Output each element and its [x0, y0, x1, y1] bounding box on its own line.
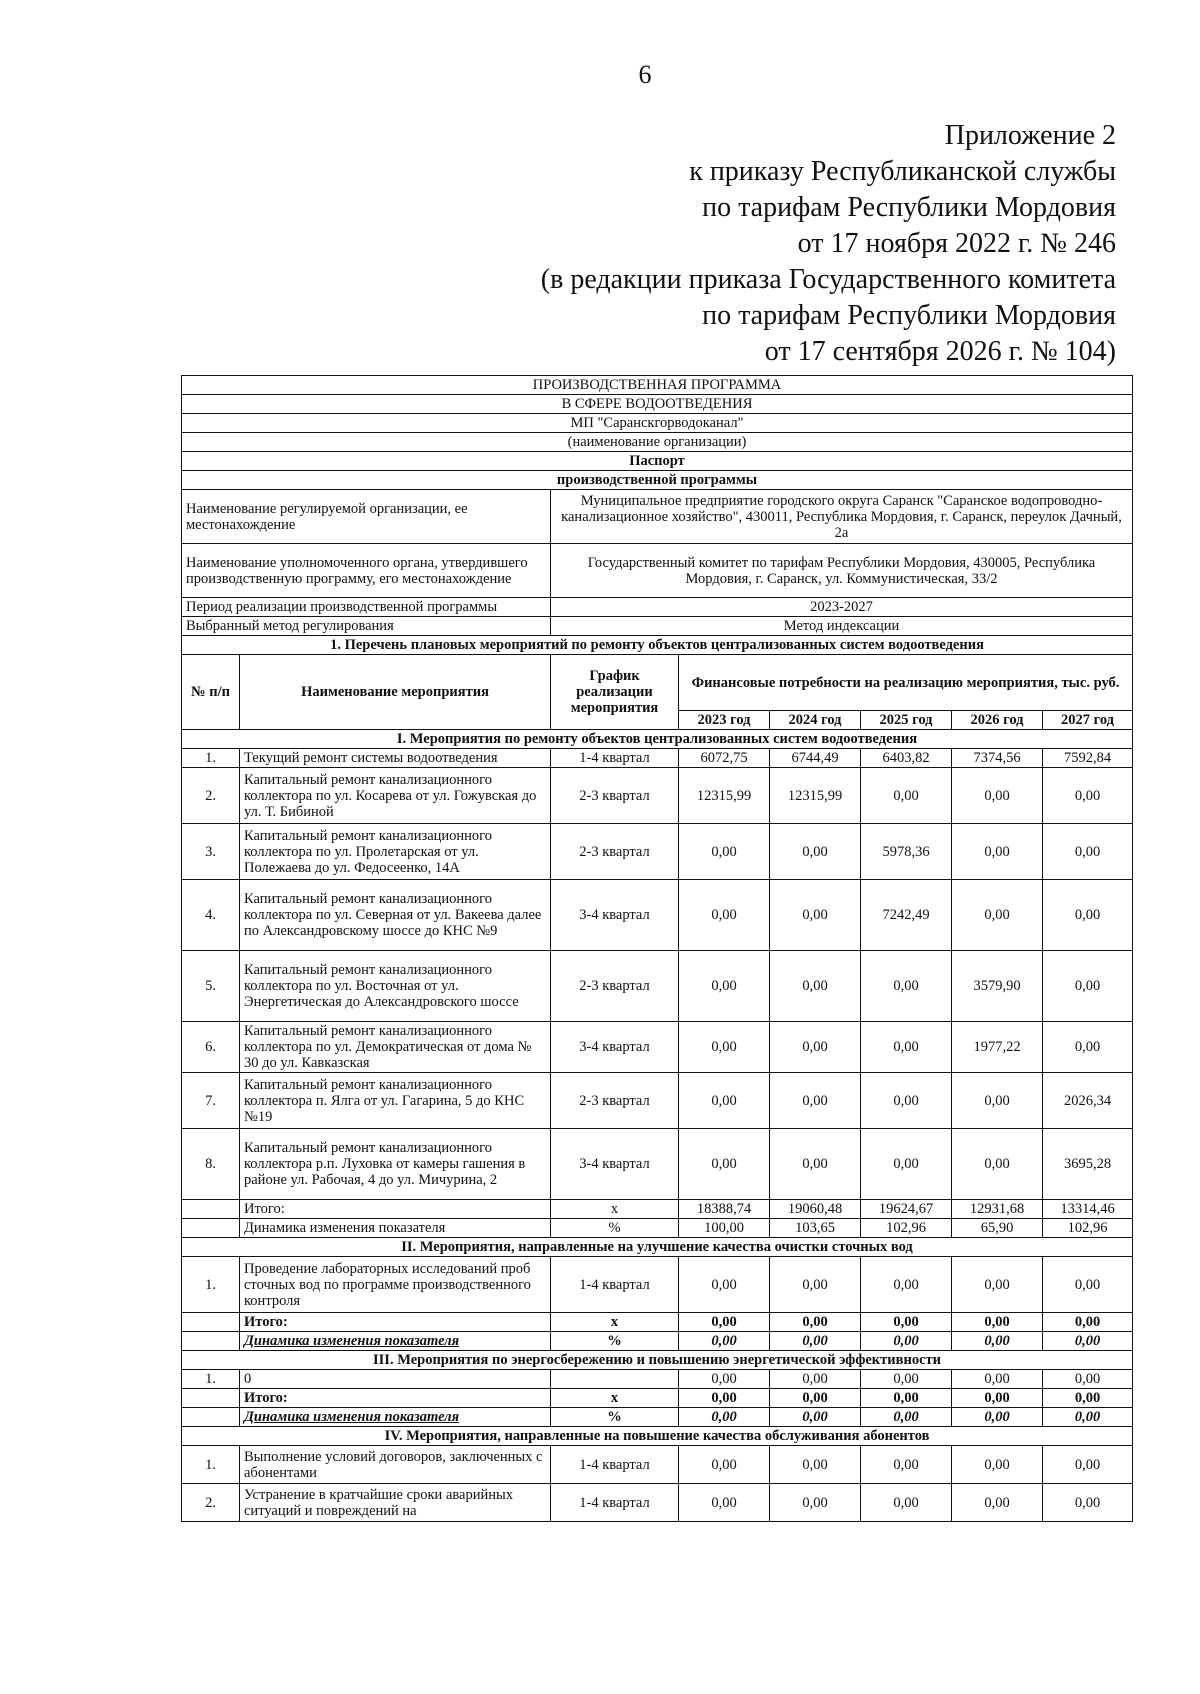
finance-value: 0,00 [770, 880, 861, 951]
activity-name: Капитальный ремонт канализационного коллектора по ул. Демократическая от дома № 30 до ул. Кавказская [240, 1022, 551, 1073]
table-row [182, 824, 1133, 880]
table-row [182, 1257, 1133, 1313]
finance-value: 0,00 [861, 1129, 952, 1200]
table-row [182, 768, 1133, 824]
dynamics-value: 0,00 [1043, 1408, 1133, 1427]
header-line: по тарифам Республики Мордовия [702, 300, 1116, 331]
column-header-num: № п/п [182, 655, 240, 730]
passport-value: Метод индексации [551, 617, 1133, 636]
finance-value: 7242,49 [861, 880, 952, 951]
row-number: 4. [182, 880, 240, 951]
finance-value: 0,00 [1043, 1446, 1133, 1484]
dynamics-value: 0,00 [952, 1332, 1043, 1351]
finance-value: 0,00 [861, 1257, 952, 1313]
group-title: IV. Мероприятия, направленные на повышение качества обслуживания абонентов [182, 1427, 1133, 1446]
activity-name: Капитальный ремонт канализационного коллектора р.п. Луховка от камеры гашения в районе ул. Рабочая, 4 до ул. Мичурина, 2 [240, 1129, 551, 1200]
column-header-year: 2027 год [1043, 711, 1133, 730]
total-value: 0,00 [1043, 1389, 1133, 1408]
total-value: 0,00 [952, 1313, 1043, 1332]
total-value: 0,00 [679, 1313, 770, 1332]
column-header-year: 2025 год [861, 711, 952, 730]
dynamics-value: 0,00 [679, 1408, 770, 1427]
page-number: 6 [638, 60, 652, 89]
finance-value: 7374,56 [952, 749, 1043, 768]
activity-name: Текущий ремонт системы водоотведения [240, 749, 551, 768]
finance-value: 0,00 [861, 1022, 952, 1073]
group-title: I. Мероприятия по ремонту объектов централизованных систем водоотведения [182, 730, 1133, 749]
passport-label: Наименование уполномоченного органа, утвердившего производственную программу, его местонахождение [182, 544, 551, 598]
finance-value: 12315,99 [770, 768, 861, 824]
program-subtitle: В СФЕРЕ ВОДООТВЕДЕНИЯ [182, 395, 1133, 414]
total-value: 0,00 [1043, 1313, 1133, 1332]
activity-schedule: 1-4 квартал [551, 1446, 679, 1484]
finance-value: 0,00 [1043, 1257, 1133, 1313]
total-spacer [182, 1313, 240, 1332]
row-number: 1. [182, 749, 240, 768]
finance-value: 1977,22 [952, 1022, 1043, 1073]
dynamics-spacer [182, 1408, 240, 1427]
finance-value: 0,00 [952, 1073, 1043, 1129]
finance-value: 0,00 [861, 1073, 952, 1129]
activity-name: Проведение лабораторных исследований проб сточных вод по программе производственного контроля [240, 1257, 551, 1313]
table-row [182, 1022, 1133, 1073]
passport-label: Выбранный метод регулирования [182, 617, 551, 636]
finance-value: 0,00 [679, 1484, 770, 1522]
dynamics-row [182, 1332, 1133, 1351]
row-number: 1. [182, 1370, 240, 1389]
passport-value: Муниципальное предприятие городского округа Саранск "Саранское водопроводно-канализационное хозяйство", 430011, Республика Мордовия, г. Саранск, переулок Дачный, 2а [551, 490, 1133, 544]
finance-value: 0,00 [679, 1257, 770, 1313]
group-title-row [182, 730, 1133, 749]
table-row [182, 1129, 1133, 1200]
row-number: 3. [182, 824, 240, 880]
column-header-name: Наименование мероприятия [240, 655, 551, 730]
total-value: 19060,48 [770, 1200, 861, 1219]
finance-value: 0,00 [679, 1073, 770, 1129]
finance-value: 0,00 [1043, 1022, 1133, 1073]
finance-value: 0,00 [952, 1484, 1043, 1522]
total-unit: х [551, 1389, 679, 1408]
row-number: 1. [182, 1446, 240, 1484]
header-line: Приложение 2 [944, 120, 1116, 151]
row-number: 1. [182, 1257, 240, 1313]
total-spacer [182, 1200, 240, 1219]
finance-value: 0,00 [679, 880, 770, 951]
header-line: по тарифам Республики Мордовия [702, 192, 1116, 223]
group-title-row [182, 1351, 1133, 1370]
finance-value: 0,00 [679, 1370, 770, 1389]
finance-value: 0,00 [770, 1370, 861, 1389]
activity-schedule: 1-4 квартал [551, 1257, 679, 1313]
activity-schedule: 1-4 квартал [551, 1484, 679, 1522]
table-row [182, 880, 1133, 951]
activity-name: Капитальный ремонт канализационного коллектора по ул. Пролетарская от ул. Полежаева до ул. Федосеенко, 14А [240, 824, 551, 880]
finance-value: 0,00 [952, 1446, 1043, 1484]
column-header-finance: Финансовые потребности на реализацию мероприятия, тыс. руб. [679, 655, 1133, 711]
activity-name: Капитальный ремонт канализационного коллектора по ул. Северная от ул. Вакеева далее по Александровскому шоссе до КНС №9 [240, 880, 551, 951]
table-row [182, 1370, 1133, 1389]
finance-value: 2026,34 [1043, 1073, 1133, 1129]
finance-value: 3579,90 [952, 951, 1043, 1022]
finance-value: 7592,84 [1043, 749, 1133, 768]
row-number: 2. [182, 768, 240, 824]
row-number: 2. [182, 1484, 240, 1522]
dynamics-unit: % [551, 1219, 679, 1238]
total-value: 19624,67 [861, 1200, 952, 1219]
group-title: II. Мероприятия, направленные на улучшение качества очистки сточных вод [182, 1238, 1133, 1257]
total-value: 0,00 [679, 1389, 770, 1408]
row-number: 5. [182, 951, 240, 1022]
finance-value: 0,00 [770, 824, 861, 880]
activity-name: 0 [240, 1370, 551, 1389]
activity-schedule: 3-4 квартал [551, 1022, 679, 1073]
program-title: ПРОИЗВОДСТВЕННАЯ ПРОГРАММА [182, 376, 1133, 395]
organization-caption: (наименование организации) [182, 433, 1133, 452]
finance-value: 0,00 [1043, 824, 1133, 880]
activity-schedule: 3-4 квартал [551, 1129, 679, 1200]
total-value: 13314,46 [1043, 1200, 1133, 1219]
dynamics-value: 0,00 [861, 1408, 952, 1427]
finance-value: 3695,28 [1043, 1129, 1133, 1200]
column-header-year: 2026 год [952, 711, 1043, 730]
finance-value: 0,00 [1043, 880, 1133, 951]
finance-value: 0,00 [770, 1022, 861, 1073]
dynamics-value: 102,96 [1043, 1219, 1133, 1238]
activity-name: Капитальный ремонт канализационного коллектора по ул. Косарева от ул. Гожувская до ул. Т. Бибиной [240, 768, 551, 824]
finance-value: 12315,99 [679, 768, 770, 824]
total-value: 0,00 [770, 1313, 861, 1332]
row-number: 6. [182, 1022, 240, 1073]
dynamics-spacer [182, 1332, 240, 1351]
appendix-header [541, 118, 1116, 370]
column-header-year: 2023 год [679, 711, 770, 730]
dynamics-value: 0,00 [1043, 1332, 1133, 1351]
activity-name: Капитальный ремонт канализационного коллектора по ул. Восточная от ул. Энергетическая до Александровского шоссе [240, 951, 551, 1022]
finance-value: 0,00 [770, 1129, 861, 1200]
finance-value: 0,00 [952, 768, 1043, 824]
finance-value: 6744,49 [770, 749, 861, 768]
finance-value: 0,00 [861, 1446, 952, 1484]
passport-value: Государственный комитет по тарифам Республики Мордовия, 430005, Республика Мордовия, г. Саранск, ул. Коммунистическая, 33/2 [551, 544, 1133, 598]
header-line: (в редакции приказа Государственного комитета [540, 264, 1116, 295]
finance-value: 0,00 [861, 1484, 952, 1522]
finance-value: 0,00 [952, 1370, 1043, 1389]
table-row [182, 1484, 1133, 1522]
table-row [182, 749, 1133, 768]
total-spacer [182, 1389, 240, 1408]
total-value: 0,00 [861, 1313, 952, 1332]
dynamics-unit: % [551, 1408, 679, 1427]
activity-name: Устранение в кратчайшие сроки аварийных ситуаций и повреждений на [240, 1484, 551, 1522]
dynamics-label: Динамика изменения показателя [240, 1332, 551, 1351]
dynamics-label: Динамика изменения показателя [240, 1408, 551, 1427]
finance-value: 0,00 [770, 1257, 861, 1313]
finance-value: 0,00 [952, 1257, 1043, 1313]
finance-value: 0,00 [770, 1446, 861, 1484]
activity-schedule: 2-3 квартал [551, 768, 679, 824]
dynamics-value: 103,65 [770, 1219, 861, 1238]
total-value: 18388,74 [679, 1200, 770, 1219]
total-label: Итого: [240, 1313, 551, 1332]
total-value: 0,00 [770, 1389, 861, 1408]
total-label: Итого: [240, 1389, 551, 1408]
header-line: от 17 ноября 2022 г. № 246 [797, 228, 1116, 259]
header-line: от 17 сентября 2026 г. № 104) [764, 336, 1116, 367]
activity-schedule: 1-4 квартал [551, 749, 679, 768]
finance-value: 0,00 [679, 824, 770, 880]
finance-value: 0,00 [1043, 1370, 1133, 1389]
finance-value: 0,00 [770, 1073, 861, 1129]
table-row [182, 1073, 1133, 1129]
dynamics-value: 0,00 [679, 1332, 770, 1351]
total-value: 0,00 [952, 1389, 1043, 1408]
passport-label: Наименование регулируемой организации, ее местонахождение [182, 490, 551, 544]
finance-value: 5978,36 [861, 824, 952, 880]
dynamics-spacer [182, 1219, 240, 1238]
column-header-schedule: График реализации мероприятия [551, 655, 679, 730]
finance-value: 0,00 [861, 768, 952, 824]
dynamics-value: 102,96 [861, 1219, 952, 1238]
finance-value: 0,00 [1043, 951, 1133, 1022]
group-title: III. Мероприятия по энергосбережению и повышению энергетической эффективности [182, 1351, 1133, 1370]
finance-value: 0,00 [1043, 1484, 1133, 1522]
dynamics-unit: % [551, 1332, 679, 1351]
total-row [182, 1389, 1133, 1408]
finance-value: 0,00 [679, 951, 770, 1022]
table-row [182, 1446, 1133, 1484]
dynamics-row [182, 1219, 1133, 1238]
dynamics-value: 0,00 [861, 1332, 952, 1351]
header-line: к приказу Республиканской службы [689, 156, 1116, 187]
dynamics-value: 100,00 [679, 1219, 770, 1238]
activity-name: Выполнение условий договоров, заключенных с абонентами [240, 1446, 551, 1484]
dynamics-value: 65,90 [952, 1219, 1043, 1238]
finance-value: 0,00 [770, 1484, 861, 1522]
dynamics-value: 0,00 [952, 1408, 1043, 1427]
activity-schedule [551, 1370, 679, 1389]
passport-label: Период реализации производственной программы [182, 598, 551, 617]
production-program-table [181, 375, 1133, 1522]
finance-value: 0,00 [861, 1370, 952, 1389]
activity-schedule: 2-3 квартал [551, 824, 679, 880]
passport-title: Паспорт [182, 452, 1133, 471]
finance-value: 0,00 [952, 880, 1043, 951]
total-value: 12931,68 [952, 1200, 1043, 1219]
finance-value: 6403,82 [861, 749, 952, 768]
dynamics-value: 0,00 [770, 1332, 861, 1351]
total-unit: х [551, 1313, 679, 1332]
dynamics-label: Динамика изменения показателя [240, 1219, 551, 1238]
activity-name: Капитальный ремонт канализационного коллектора п. Ялга от ул. Гагарина, 5 до КНС №19 [240, 1073, 551, 1129]
activity-schedule: 2-3 квартал [551, 951, 679, 1022]
total-row [182, 1313, 1133, 1332]
finance-value: 0,00 [952, 1129, 1043, 1200]
row-number: 7. [182, 1073, 240, 1129]
activity-schedule: 3-4 квартал [551, 880, 679, 951]
total-row [182, 1200, 1133, 1219]
dynamics-value: 0,00 [770, 1408, 861, 1427]
total-unit: х [551, 1200, 679, 1219]
row-number: 8. [182, 1129, 240, 1200]
finance-value: 0,00 [1043, 768, 1133, 824]
passport-subtitle: производственной программы [182, 471, 1133, 490]
section-title: 1. Перечень плановых мероприятий по ремонту объектов централизованных систем водоотведения [182, 636, 1133, 655]
finance-value: 0,00 [679, 1129, 770, 1200]
group-title-row [182, 1427, 1133, 1446]
table-row [182, 951, 1133, 1022]
activity-schedule: 2-3 квартал [551, 1073, 679, 1129]
total-value: 0,00 [861, 1389, 952, 1408]
passport-value: 2023-2027 [551, 598, 1133, 617]
finance-value: 0,00 [861, 951, 952, 1022]
finance-value: 0,00 [770, 951, 861, 1022]
finance-value: 0,00 [679, 1446, 770, 1484]
finance-value: 6072,75 [679, 749, 770, 768]
column-header-year: 2024 год [770, 711, 861, 730]
dynamics-row [182, 1408, 1133, 1427]
total-label: Итого: [240, 1200, 551, 1219]
organization-name: МП "Саранскгорводоканал" [182, 414, 1133, 433]
finance-value: 0,00 [952, 824, 1043, 880]
group-title-row [182, 1238, 1133, 1257]
finance-value: 0,00 [679, 1022, 770, 1073]
